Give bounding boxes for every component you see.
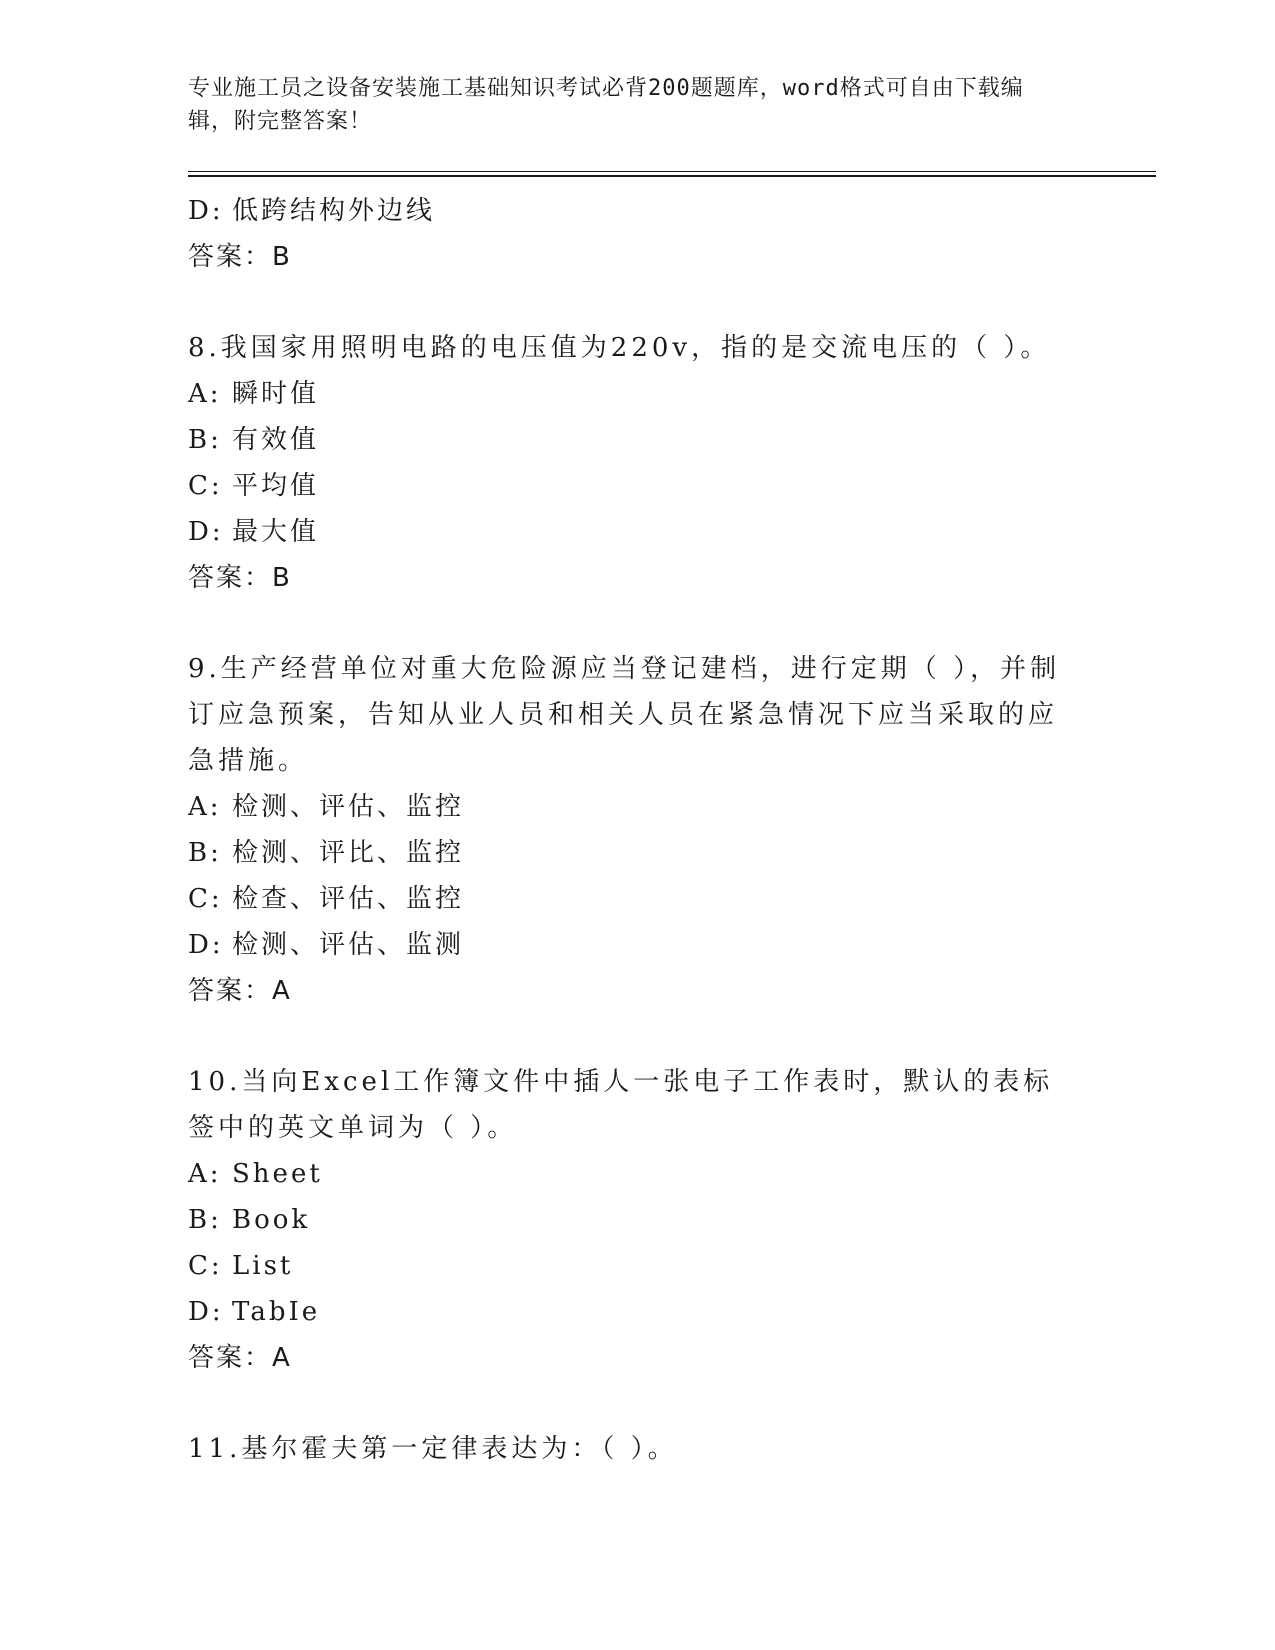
option-text: 最大值 [232,517,320,547]
option-label: A: [188,792,222,822]
option-d [188,922,1078,968]
option-text: Sheet [232,1159,323,1189]
option-label: D: [188,196,224,226]
option-text: Book [232,1205,311,1235]
option-c [188,463,1078,509]
option-text: 有效值 [232,425,320,455]
option-label: C: [188,1251,223,1281]
answer-line: 答案：A [188,976,292,1006]
option-text: 检测、评估、监测 [232,930,465,960]
question-block [188,1059,1078,1381]
question-block [188,646,1078,1014]
option-text: List [232,1251,294,1281]
option-label: C: [188,471,223,501]
option-c [188,876,1078,922]
header-divider-thick [188,175,1156,177]
option-label: B: [188,1205,222,1235]
option-b [188,830,1078,876]
answer-line: 答案：B [188,563,292,593]
option-c [188,1243,1078,1289]
option-a [188,371,1078,417]
option-text: 检测、评比、监控 [232,838,465,868]
option-d [188,188,1078,234]
option-label: D: [188,517,224,547]
answer-line: 答案：B [188,242,292,272]
question-stem: 11.基尔霍夫第一定律表达为：（ ）。 [188,1434,678,1464]
answer-line: 答案：A [188,1343,292,1373]
question-list [188,188,1078,1472]
option-label: B: [188,425,222,455]
option-text: TabIe [232,1297,321,1327]
option-d [188,1289,1078,1335]
option-label: A: [188,379,222,409]
option-label: D: [188,930,224,960]
question-stem: 8.我国家用照明电路的电压值为220v，指的是交流电压的（ ）。 [188,333,1051,363]
option-d [188,509,1078,555]
option-b [188,1197,1078,1243]
document-header: 专业施工员之设备安装施工基础知识考试必背200题题库，word格式可自由下载编辑，附完整答案！ [188,76,1024,134]
option-text: 瞬时值 [232,379,320,409]
question-stem: 10.当向Excel工作簿文件中插人一张电子工作表时，默认的表标签中的英文单词为（ ）。 [188,1067,1054,1143]
option-label: A: [188,1159,222,1189]
option-text: 检查、评估、监控 [232,884,465,914]
option-b [188,417,1078,463]
option-text: 平均值 [232,471,320,501]
option-label: C: [188,884,223,914]
option-label: B: [188,838,222,868]
option-a [188,784,1078,830]
option-text: 低跨结构外边线 [232,196,436,226]
question-block [188,1426,1078,1472]
question-stem: 9.生产经营单位对重大危险源应当登记建档，进行定期（ ），并制订应急预案，告知从业人员和相关人员在紧急情况下应当采取的应急措施。 [188,654,1061,776]
question-block [188,325,1078,601]
option-label: D: [188,1297,224,1327]
option-text: 检测、评估、监控 [232,792,465,822]
header-divider-thin [188,171,1156,172]
option-a [188,1151,1078,1197]
